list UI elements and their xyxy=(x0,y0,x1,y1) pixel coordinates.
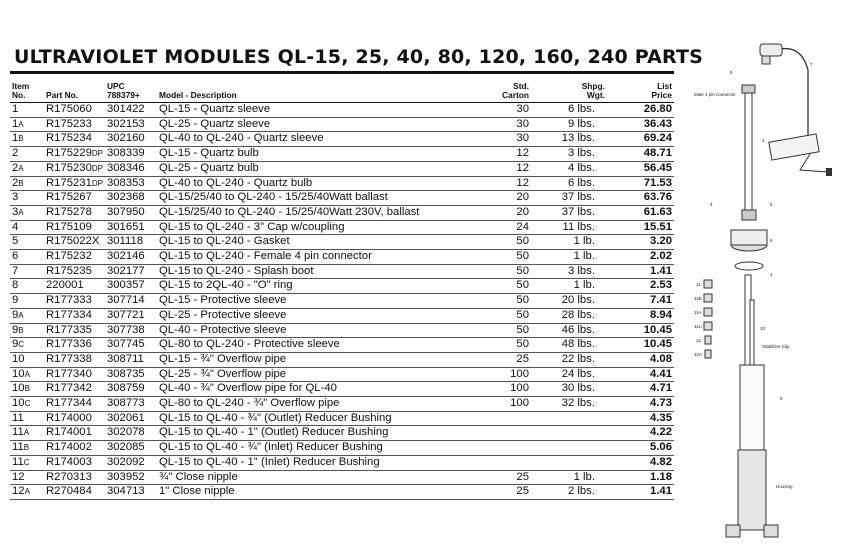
cell-carton: 30 xyxy=(473,132,531,147)
table-row xyxy=(10,397,674,412)
cell-upc: 300357 xyxy=(105,279,157,294)
cell-upc: 302092 xyxy=(105,455,157,470)
cell-carton: 50 xyxy=(473,264,531,279)
cell-price: 71.53 xyxy=(613,176,674,191)
coupling-part xyxy=(742,210,756,220)
cell-carton: 25 xyxy=(473,352,531,367)
cell-weight: 32 lbs. xyxy=(531,397,613,412)
cell-carton: 50 xyxy=(473,250,531,265)
cell-upc: 302160 xyxy=(105,132,157,147)
svg-text:7: 7 xyxy=(810,62,813,67)
cell-weight: 3 lbs. xyxy=(531,264,613,279)
col-part-header: Part No. xyxy=(44,82,105,103)
title-rule xyxy=(10,71,674,74)
cell-upc: 301651 xyxy=(105,220,157,235)
cell-weight: 28 lbs. xyxy=(531,308,613,323)
cell-carton: 50 xyxy=(473,235,531,250)
cell-carton: 25 xyxy=(473,470,531,485)
cell-description: QL-15 to QL-240 - Splash boot xyxy=(157,264,473,279)
cell-item: 7 xyxy=(10,264,44,279)
cell-weight: 2 lbs. xyxy=(531,485,613,500)
cell-price: 7.41 xyxy=(613,294,674,309)
cell-description: QL-40 to QL-240 - Quartz bulb xyxy=(157,176,473,191)
cell-item: 3 xyxy=(10,191,44,206)
cell-description: QL-80 to QL-240 - Protective sleeve xyxy=(157,338,473,353)
cell-weight: 1 lb. xyxy=(531,279,613,294)
cell-carton: 50 xyxy=(473,279,531,294)
cell-item: 1 xyxy=(10,103,44,118)
cell-carton: 100 xyxy=(473,367,531,382)
cell-carton xyxy=(473,411,531,426)
cell-price: 61.63 xyxy=(613,205,674,220)
table-row xyxy=(10,161,674,176)
col-weight-header: Shpg. Wgt. xyxy=(531,82,613,103)
page-title: ULTRAVIOLET MODULES QL-15, 25, 40, 80, 120, 160, 240 PARTS xyxy=(14,46,704,68)
cell-description: QL-25 - Quartz sleeve xyxy=(157,117,473,132)
cell-weight: 24 lbs. xyxy=(531,367,613,382)
cell-part-no: R175060 xyxy=(44,103,105,118)
col-price-header: List Price xyxy=(613,82,674,103)
cell-description: QL-25 - Quartz bulb xyxy=(157,161,473,176)
cell-item: 11 xyxy=(10,411,44,426)
cell-price: 4.35 xyxy=(613,411,674,426)
quartz-bulb-part xyxy=(745,90,752,210)
cell-part-no: R175235 xyxy=(44,264,105,279)
cell-description: QL-15 - Quartz bulb xyxy=(157,147,473,162)
cell-weight: 37 lbs. xyxy=(531,205,613,220)
cell-item: 2B xyxy=(10,176,44,191)
cell-item: 11C xyxy=(10,455,44,470)
cell-description: QL-15 to 2QL-40 - "O" ring xyxy=(157,279,473,294)
cell-description: QL-80 to QL-240 - ¾" Overflow pipe xyxy=(157,397,473,412)
cell-price: 2.02 xyxy=(613,250,674,265)
cell-part-no: R175231DP xyxy=(44,176,105,191)
cell-description: QL-15 to QL-240 - Female 4 pin connector xyxy=(157,250,473,265)
cell-part-no: R175230DP xyxy=(44,161,105,176)
cell-carton xyxy=(473,441,531,456)
cell-item: 10B xyxy=(10,382,44,397)
cell-price: 4.41 xyxy=(613,367,674,382)
cell-carton: 30 xyxy=(473,117,531,132)
cell-price: 3.20 xyxy=(613,235,674,250)
cell-description: QL-15 to QL-240 - Gasket xyxy=(157,235,473,250)
table-row xyxy=(10,323,674,338)
label-male-connector: Male 4 pin connector xyxy=(694,92,736,97)
cell-part-no: R177333 xyxy=(44,294,105,309)
cell-price: 69.24 xyxy=(613,132,674,147)
cell-weight xyxy=(531,441,613,456)
cell-item: 2A xyxy=(10,161,44,176)
cell-price: 1.41 xyxy=(613,485,674,500)
cell-description: QL-15 to QL-40 - 1" (Inlet) Reducer Bushing xyxy=(157,455,473,470)
cell-part-no: R175234 xyxy=(44,132,105,147)
table-row xyxy=(10,308,674,323)
table-row xyxy=(10,441,674,456)
table-row xyxy=(10,147,674,162)
cell-description: QL-40 to QL-240 - Quartz sleeve xyxy=(157,132,473,147)
table-row xyxy=(10,250,674,265)
cell-item: 11B xyxy=(10,441,44,456)
svg-text:6: 6 xyxy=(770,238,773,243)
col-carton-header: Std. Carton xyxy=(473,82,531,103)
table-row xyxy=(10,455,674,470)
cell-part-no: R174002 xyxy=(44,441,105,456)
cell-weight: 6 lbs. xyxy=(531,176,613,191)
cell-part-no: R270313 xyxy=(44,470,105,485)
cell-item: 11A xyxy=(10,426,44,441)
cell-weight: 9 lbs. xyxy=(531,117,613,132)
cell-carton: 50 xyxy=(473,338,531,353)
cell-price: 1.41 xyxy=(613,264,674,279)
cell-carton: 100 xyxy=(473,397,531,412)
cell-upc: 302061 xyxy=(105,411,157,426)
cell-item: 9C xyxy=(10,338,44,353)
svg-text:1: 1 xyxy=(770,272,773,277)
svg-text:10: 10 xyxy=(760,326,766,331)
housing-part xyxy=(738,450,766,530)
cell-price: 2.53 xyxy=(613,279,674,294)
cell-upc: 307714 xyxy=(105,294,157,309)
cell-item: 2 xyxy=(10,147,44,162)
cell-item: 12 xyxy=(10,470,44,485)
cell-weight: 6 lbs. xyxy=(531,103,613,118)
cell-upc: 302146 xyxy=(105,250,157,265)
cell-item: 6 xyxy=(10,250,44,265)
label-housing: Housing xyxy=(776,484,793,489)
table-row xyxy=(10,205,674,220)
cell-upc: 307738 xyxy=(105,323,157,338)
cell-part-no: R270484 xyxy=(44,485,105,500)
cell-part-no: R177342 xyxy=(44,382,105,397)
table-row xyxy=(10,294,674,309)
cell-carton: 20 xyxy=(473,191,531,206)
cell-upc: 301118 xyxy=(105,235,157,250)
cell-part-no: R177344 xyxy=(44,397,105,412)
table-row xyxy=(10,279,674,294)
cell-price: 48.71 xyxy=(613,147,674,162)
cell-upc: 307721 xyxy=(105,308,157,323)
table-row xyxy=(10,352,674,367)
table-row xyxy=(10,470,674,485)
cell-item: 10C xyxy=(10,397,44,412)
cell-weight: 22 lbs. xyxy=(531,352,613,367)
cell-item: 3A xyxy=(10,205,44,220)
cell-carton: 25 xyxy=(473,485,531,500)
cell-description: QL-25 - ¾" Overflow pipe xyxy=(157,367,473,382)
cell-weight: 1 lb. xyxy=(531,235,613,250)
cell-upc: 308353 xyxy=(105,176,157,191)
table-row xyxy=(10,338,674,353)
cell-part-no: R177338 xyxy=(44,352,105,367)
cell-item: 10 xyxy=(10,352,44,367)
svg-text:11C: 11C xyxy=(694,324,702,329)
cell-upc: 304713 xyxy=(105,485,157,500)
svg-text:9: 9 xyxy=(780,396,783,401)
cell-item: 9A xyxy=(10,308,44,323)
cell-weight xyxy=(531,455,613,470)
cell-price: 10.45 xyxy=(613,323,674,338)
cell-upc: 302153 xyxy=(105,117,157,132)
cell-upc: 308773 xyxy=(105,397,157,412)
parts-table xyxy=(10,82,674,500)
cell-price: 1.18 xyxy=(613,470,674,485)
cell-weight: 1 lb. xyxy=(531,250,613,265)
table-row xyxy=(10,176,674,191)
cell-carton xyxy=(473,455,531,470)
cell-item: 8 xyxy=(10,279,44,294)
cell-weight xyxy=(531,411,613,426)
cell-price: 63.76 xyxy=(613,191,674,206)
cell-price: 56.45 xyxy=(613,161,674,176)
svg-text:8: 8 xyxy=(730,70,733,75)
cell-price: 26.80 xyxy=(613,103,674,118)
cell-part-no: R177336 xyxy=(44,338,105,353)
cell-part-no: R175232 xyxy=(44,250,105,265)
cell-price: 10.45 xyxy=(613,338,674,353)
cell-part-no: R174001 xyxy=(44,426,105,441)
male-connector-part xyxy=(760,44,782,56)
table-row xyxy=(10,382,674,397)
cell-description: QL-40 - ¾" Overflow pipe for QL-40 xyxy=(157,382,473,397)
cell-part-no: R175233 xyxy=(44,117,105,132)
table-row xyxy=(10,426,674,441)
cell-weight: 13 lbs. xyxy=(531,132,613,147)
cell-description: 1" Close nipple xyxy=(157,485,473,500)
cell-carton: 24 xyxy=(473,220,531,235)
cell-upc: 302368 xyxy=(105,191,157,206)
cell-price: 36.43 xyxy=(613,117,674,132)
cell-description: QL-15 to QL-240 - 3" Cap w/coupling xyxy=(157,220,473,235)
cell-weight: 20 lbs. xyxy=(531,294,613,309)
cell-upc: 301422 xyxy=(105,103,157,118)
cell-part-no: R175278 xyxy=(44,205,105,220)
cell-weight xyxy=(531,426,613,441)
cell-part-no: R174003 xyxy=(44,455,105,470)
cell-weight: 4 lbs. xyxy=(531,161,613,176)
cell-price: 5.06 xyxy=(613,441,674,456)
power-cord xyxy=(770,49,808,140)
cell-description: ¾" Close nipple xyxy=(157,470,473,485)
cell-part-no: 220001 xyxy=(44,279,105,294)
cell-part-no: R177335 xyxy=(44,323,105,338)
svg-text:11B: 11B xyxy=(694,296,702,301)
table-row xyxy=(10,235,674,250)
cell-part-no: R177340 xyxy=(44,367,105,382)
cell-part-no: R175267 xyxy=(44,191,105,206)
cell-description: QL-15 to QL-40 - 1" (Outlet) Reducer Bushing xyxy=(157,426,473,441)
svg-text:4: 4 xyxy=(710,202,713,207)
cell-description: QL-40 - Protective sleeve xyxy=(157,323,473,338)
cell-part-no: R174000 xyxy=(44,411,105,426)
cell-description: QL-15/25/40 to QL-240 - 15/25/40Watt ballast xyxy=(157,191,473,206)
cell-part-no: R175022X xyxy=(44,235,105,250)
cell-upc: 302085 xyxy=(105,441,157,456)
cell-carton: 12 xyxy=(473,147,531,162)
col-item-header: Item No. xyxy=(10,82,44,103)
table-row xyxy=(10,191,674,206)
cell-weight: 37 lbs. xyxy=(531,191,613,206)
cell-item: 4 xyxy=(10,220,44,235)
cell-weight: 1 lb. xyxy=(531,470,613,485)
cell-upc: 307745 xyxy=(105,338,157,353)
svg-text:12: 12 xyxy=(696,338,702,343)
cell-upc: 307950 xyxy=(105,205,157,220)
cell-price: 8.94 xyxy=(613,308,674,323)
col-upc-header: UPC 788379+ xyxy=(105,82,157,103)
cell-description: QL-15 - Protective sleeve xyxy=(157,294,473,309)
ballast-part xyxy=(769,134,819,160)
cell-upc: 308711 xyxy=(105,352,157,367)
cell-carton: 12 xyxy=(473,161,531,176)
label-stabilizer-clip: Stabilizer Clip xyxy=(762,344,790,349)
cell-carton: 50 xyxy=(473,294,531,309)
plug-cord xyxy=(800,154,828,172)
cell-part-no: R175109 xyxy=(44,220,105,235)
svg-text:11: 11 xyxy=(696,282,701,287)
cell-part-no: R175229DP xyxy=(44,147,105,162)
gasket-part xyxy=(735,262,763,270)
cell-description: QL-25 - Protective sleeve xyxy=(157,308,473,323)
cell-price: 4.71 xyxy=(613,382,674,397)
cell-upc: 308339 xyxy=(105,147,157,162)
cell-upc: 308346 xyxy=(105,161,157,176)
cell-item: 10A xyxy=(10,367,44,382)
svg-text:2: 2 xyxy=(762,138,765,143)
cell-carton: 100 xyxy=(473,382,531,397)
cell-carton: 50 xyxy=(473,323,531,338)
cell-weight: 3 lbs. xyxy=(531,147,613,162)
cell-price: 4.22 xyxy=(613,426,674,441)
cell-upc: 308759 xyxy=(105,382,157,397)
cell-description: QL-15 - ¾" Overflow pipe xyxy=(157,352,473,367)
table-row xyxy=(10,117,674,132)
cell-upc: 302177 xyxy=(105,264,157,279)
cell-description: QL-15 to QL-40 - ¾" (Outlet) Reducer Bushing xyxy=(157,411,473,426)
cell-description: QL-15 to QL-40 - ¾" (Inlet) Reducer Bushing xyxy=(157,441,473,456)
col-model-header: Model - Description xyxy=(157,82,473,103)
cell-upc: 302078 xyxy=(105,426,157,441)
cell-carton xyxy=(473,426,531,441)
female-connector-part xyxy=(762,56,770,64)
cell-weight: 46 lbs. xyxy=(531,323,613,338)
cell-item: 9 xyxy=(10,294,44,309)
plug xyxy=(826,168,832,176)
table-row xyxy=(10,132,674,147)
svg-text:12A: 12A xyxy=(694,352,703,357)
table-row xyxy=(10,367,674,382)
cell-price: 15.51 xyxy=(613,220,674,235)
cell-item: 1B xyxy=(10,132,44,147)
cell-upc: 308735 xyxy=(105,367,157,382)
cell-description: QL-15/25/40 to QL-240 - 15/25/40Watt 230V, ballast xyxy=(157,205,473,220)
cell-price: 4.08 xyxy=(613,352,674,367)
cell-price: 4.73 xyxy=(613,397,674,412)
cell-item: 1A xyxy=(10,117,44,132)
cell-weight: 48 lbs. xyxy=(531,338,613,353)
cell-item: 5 xyxy=(10,235,44,250)
cell-weight: 30 lbs. xyxy=(531,382,613,397)
uv-module-exploded-diagram xyxy=(690,30,866,550)
table-row xyxy=(10,264,674,279)
cell-upc: 303952 xyxy=(105,470,157,485)
cell-carton: 30 xyxy=(473,103,531,118)
svg-text:11A: 11A xyxy=(694,310,702,315)
svg-text:5: 5 xyxy=(770,202,773,207)
table-header-row xyxy=(10,82,674,103)
cell-description: QL-15 - Quartz sleeve xyxy=(157,103,473,118)
cell-carton: 12 xyxy=(473,176,531,191)
cell-part-no: R177334 xyxy=(44,308,105,323)
table-row xyxy=(10,103,674,118)
table-row xyxy=(10,220,674,235)
cell-carton: 50 xyxy=(473,308,531,323)
cell-item: 9B xyxy=(10,323,44,338)
table-row xyxy=(10,485,674,500)
cell-carton: 20 xyxy=(473,205,531,220)
cell-item: 12A xyxy=(10,485,44,500)
table-row xyxy=(10,411,674,426)
cell-weight: 11 lbs. xyxy=(531,220,613,235)
cell-price: 4.82 xyxy=(613,455,674,470)
